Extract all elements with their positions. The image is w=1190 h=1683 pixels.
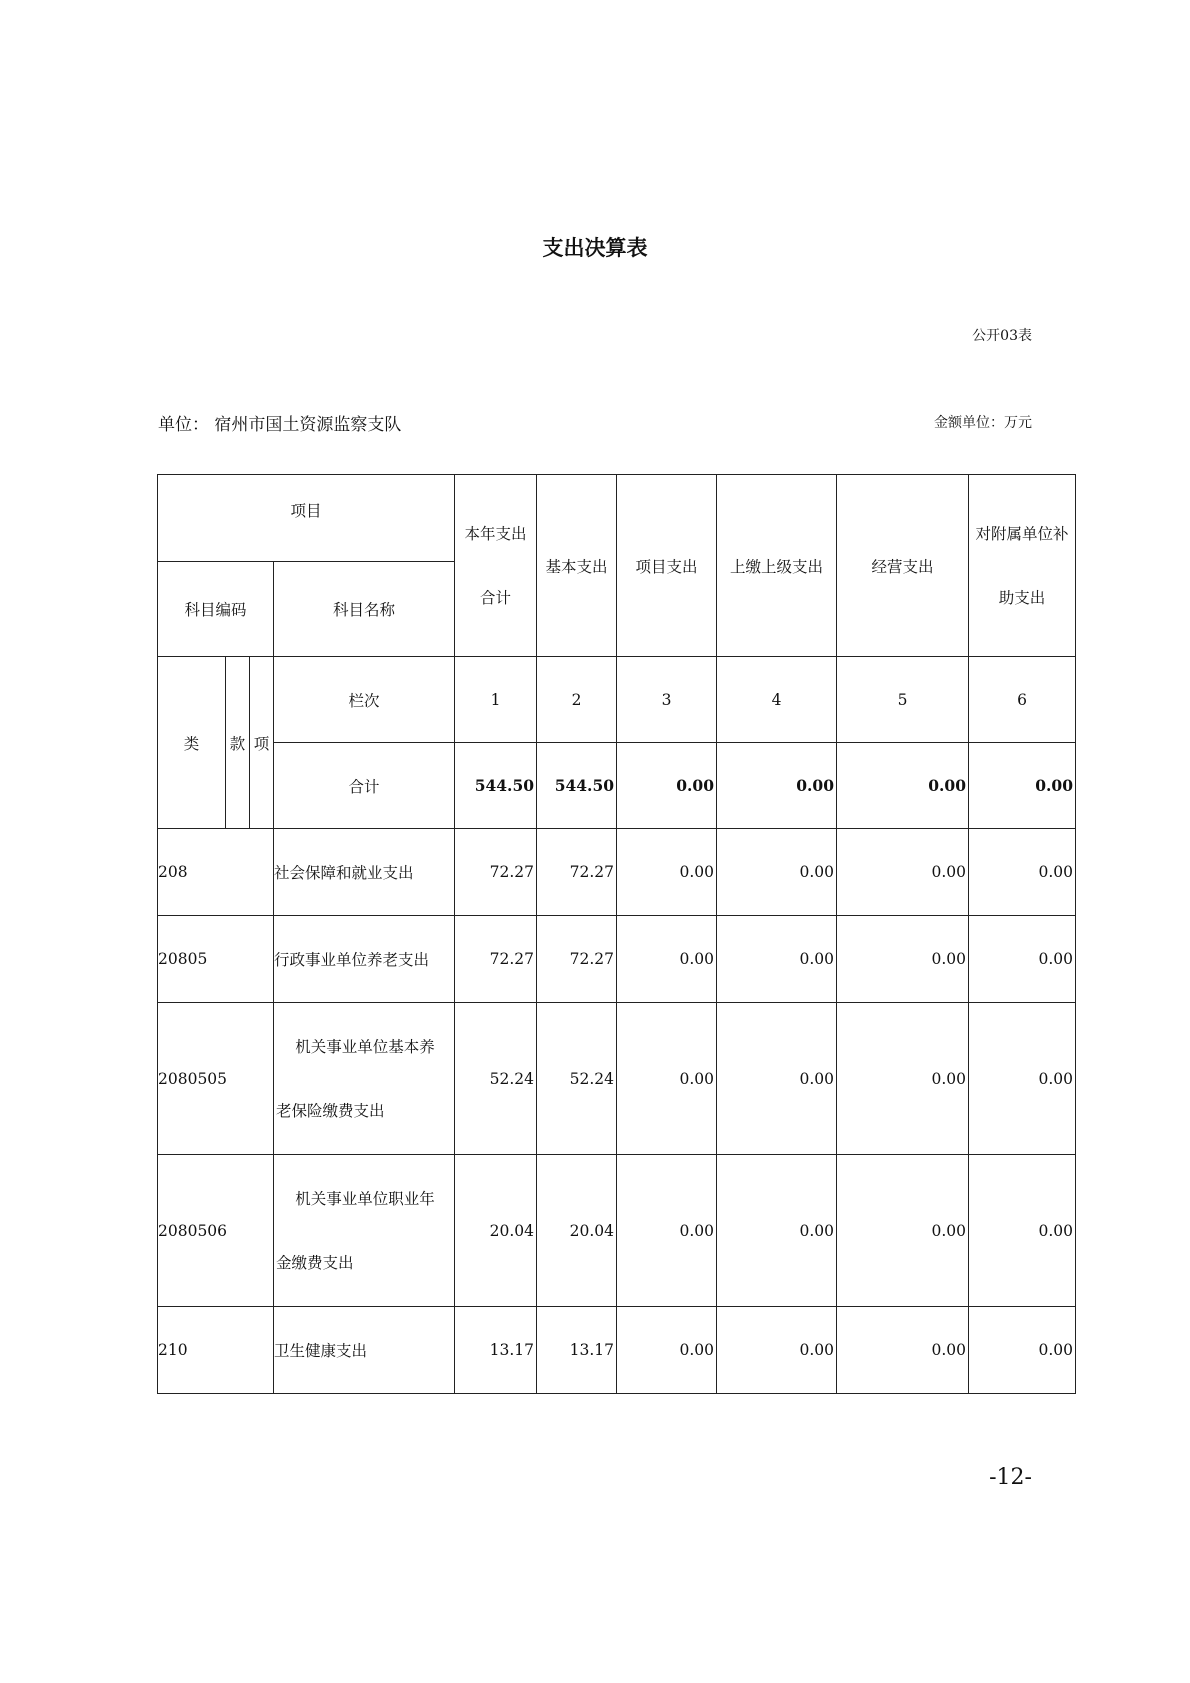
row-value: 0.00 (617, 1307, 717, 1394)
column-number: 2 (537, 657, 617, 743)
row-value: 0.00 (837, 1155, 969, 1307)
header-col4: 上缴上级支出 (717, 475, 837, 657)
header-col2: 基本支出 (537, 475, 617, 657)
row-value: 52.24 (455, 1003, 537, 1155)
row-code: 20805 (158, 916, 274, 1003)
table-code: 公开03表 (972, 328, 1032, 344)
row-value: 0.00 (837, 916, 969, 1003)
header-col6 (969, 475, 1076, 657)
row-value: 0.00 (617, 829, 717, 916)
row-value: 0.00 (717, 1307, 837, 1394)
total-label: 合计 (274, 743, 455, 829)
total-value: 544.50 (537, 743, 617, 829)
money-unit: 金额单位：万元 (934, 415, 1032, 431)
row-value: 52.24 (537, 1003, 617, 1155)
column-number: 5 (837, 657, 969, 743)
total-value: 0.00 (617, 743, 717, 829)
header-col1-line2: 合计 (480, 588, 512, 607)
column-number: 4 (717, 657, 837, 743)
expenditure-table (157, 474, 1076, 1394)
header-col5: 经营支出 (837, 475, 969, 657)
row-name-line2: 老保险缴费支出 (276, 1101, 385, 1120)
column-number: 6 (969, 657, 1076, 743)
header-col1-line1: 本年支出 (464, 524, 527, 543)
row-value: 13.17 (455, 1307, 537, 1394)
row-value: 0.00 (969, 1307, 1076, 1394)
row-value: 0.00 (969, 1003, 1076, 1155)
page-title: 支出决算表 (542, 236, 648, 260)
page-number: -12- (989, 1465, 1032, 1490)
row-value: 0.00 (617, 916, 717, 1003)
row-value: 0.00 (837, 1307, 969, 1394)
row-value: 20.04 (455, 1155, 537, 1307)
row-value: 0.00 (717, 1003, 837, 1155)
row-value: 0.00 (617, 1155, 717, 1307)
header-col1 (455, 475, 537, 657)
column-number: 1 (455, 657, 537, 743)
row-name: 社会保障和就业支出 (274, 829, 455, 916)
row-code: 2080505 (158, 1003, 274, 1155)
table-row (158, 829, 1076, 916)
row-value: 13.17 (537, 1307, 617, 1394)
row-value: 72.27 (455, 829, 537, 916)
row-value: 72.27 (537, 916, 617, 1003)
column-number: 3 (617, 657, 717, 743)
column-row-label: 栏次 (274, 657, 455, 743)
row-value: 0.00 (969, 916, 1076, 1003)
total-value: 0.00 (837, 743, 969, 829)
row-name (274, 1155, 455, 1307)
row-value: 0.00 (969, 1155, 1076, 1307)
header-kuan: 款 (226, 657, 250, 829)
row-value: 0.00 (717, 916, 837, 1003)
row-name: 卫生健康支出 (274, 1307, 455, 1394)
row-name (274, 1003, 455, 1155)
header-col6-line2: 助支出 (998, 588, 1046, 607)
row-value: 0.00 (717, 829, 837, 916)
header-col6-line1: 对附属单位补 (975, 524, 1069, 543)
row-value: 0.00 (837, 829, 969, 916)
header-item: 项目 (158, 475, 455, 562)
row-code: 208 (158, 829, 274, 916)
row-value: 20.04 (537, 1155, 617, 1307)
row-code: 210 (158, 1307, 274, 1394)
total-value: 0.00 (717, 743, 837, 829)
row-value: 72.27 (537, 829, 617, 916)
row-name-line1: 机关事业单位基本养 (295, 1037, 435, 1056)
row-name: 行政事业单位养老支出 (274, 916, 455, 1003)
header-xiang: 项 (250, 657, 274, 829)
row-code: 2080506 (158, 1155, 274, 1307)
row-value: 0.00 (837, 1003, 969, 1155)
header-lei: 类 (158, 657, 226, 829)
table-row (158, 1155, 1076, 1307)
row-value: 0.00 (969, 829, 1076, 916)
row-name-line1: 机关事业单位职业年 (295, 1189, 435, 1208)
header-col3: 项目支出 (617, 475, 717, 657)
header-subject-code: 科目编码 (158, 562, 274, 657)
table-row (158, 1003, 1076, 1155)
table-row (158, 916, 1076, 1003)
total-value: 544.50 (455, 743, 537, 829)
row-value: 72.27 (455, 916, 537, 1003)
unit-label: 单位： 宿州市国土资源监察支队 (158, 415, 402, 435)
row-name-line2: 金缴费支出 (276, 1253, 354, 1272)
row-value: 0.00 (717, 1155, 837, 1307)
header-subject-name: 科目名称 (274, 562, 455, 657)
total-value: 0.00 (969, 743, 1076, 829)
row-value: 0.00 (617, 1003, 717, 1155)
table-row (158, 1307, 1076, 1394)
